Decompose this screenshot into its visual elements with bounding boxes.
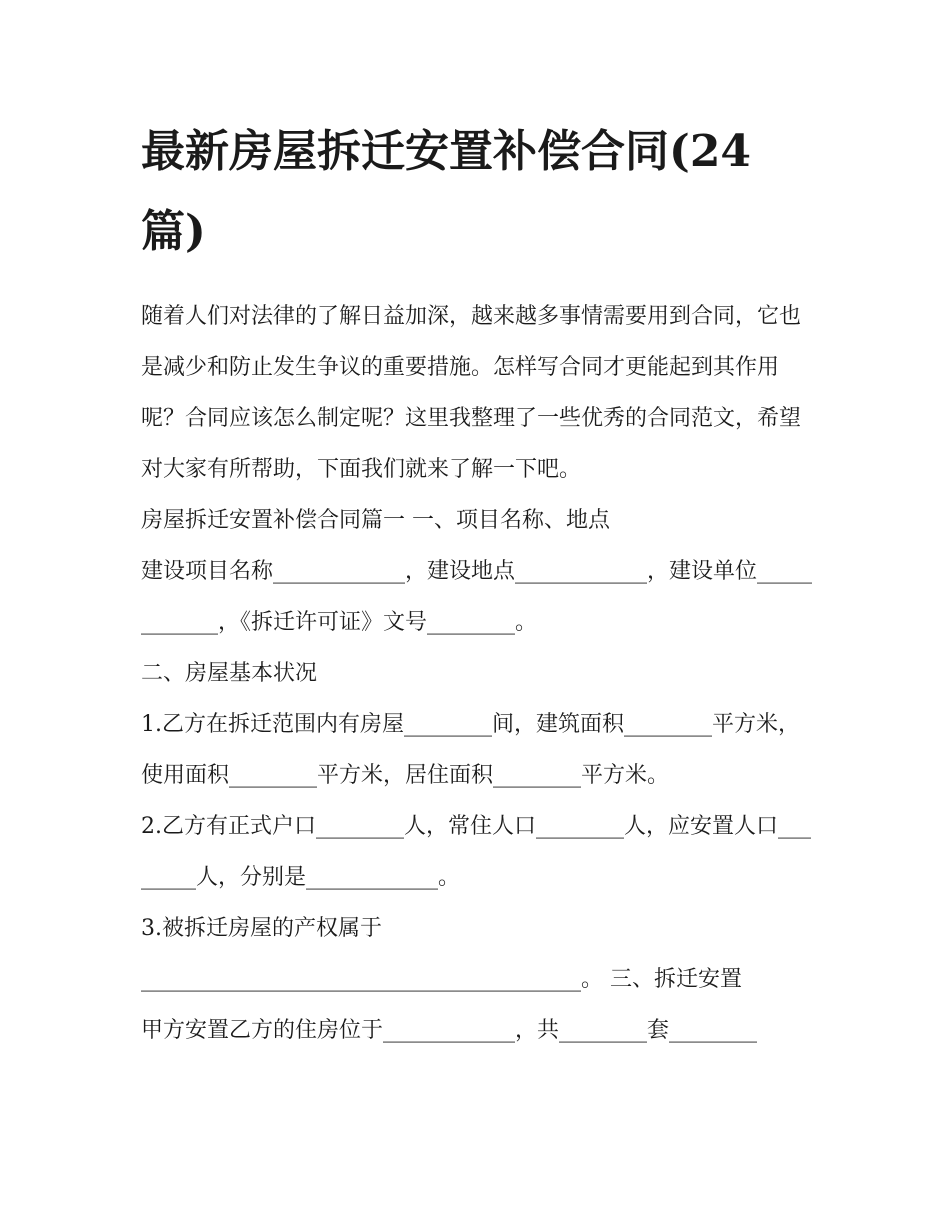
- house-status-item-3-label: 3.被拆迁房屋的产权属于: [141, 916, 382, 941]
- intro-paragraph: 随着人们对法律的了解日益加深，越来越多事情需要用到合同，它也是减少和防止发生争议的重要措施。怎样写合同才更能起到其作用呢？合同应该怎么制定呢？这里我整理了一些优秀的合同范文，希望对大家有所帮助，下面我们就来了解一下吧。: [141, 304, 802, 482]
- document-page: [141, 112, 813, 1056]
- placement-line: 甲方安置乙方的住房位于____________，共________套________: [141, 1018, 758, 1043]
- house-status-item-2: 2.乙方有正式户口________人，常住人口________人，应安置人口________人，分别是____________。: [141, 814, 811, 890]
- house-status-item-3-blank: ________________________________________。 三、拆迁安置: [141, 967, 742, 992]
- section-heading-1: 房屋拆迁安置补偿合同篇一 一、项目名称、地点: [141, 508, 610, 533]
- project-info-line: 建设项目名称____________，建设地点____________，建设单位____________，《拆迁许可证》文号________。: [141, 559, 813, 635]
- document-title: 最新房屋拆迁安置补偿合同(24篇): [141, 126, 752, 257]
- section-heading-2: 二、房屋基本状况: [141, 661, 318, 686]
- house-status-item-1: 1.乙方在拆迁范围内有房屋________间，建筑面积________平方米，使用面积________平方米，居住面积________平方米。: [141, 712, 800, 788]
